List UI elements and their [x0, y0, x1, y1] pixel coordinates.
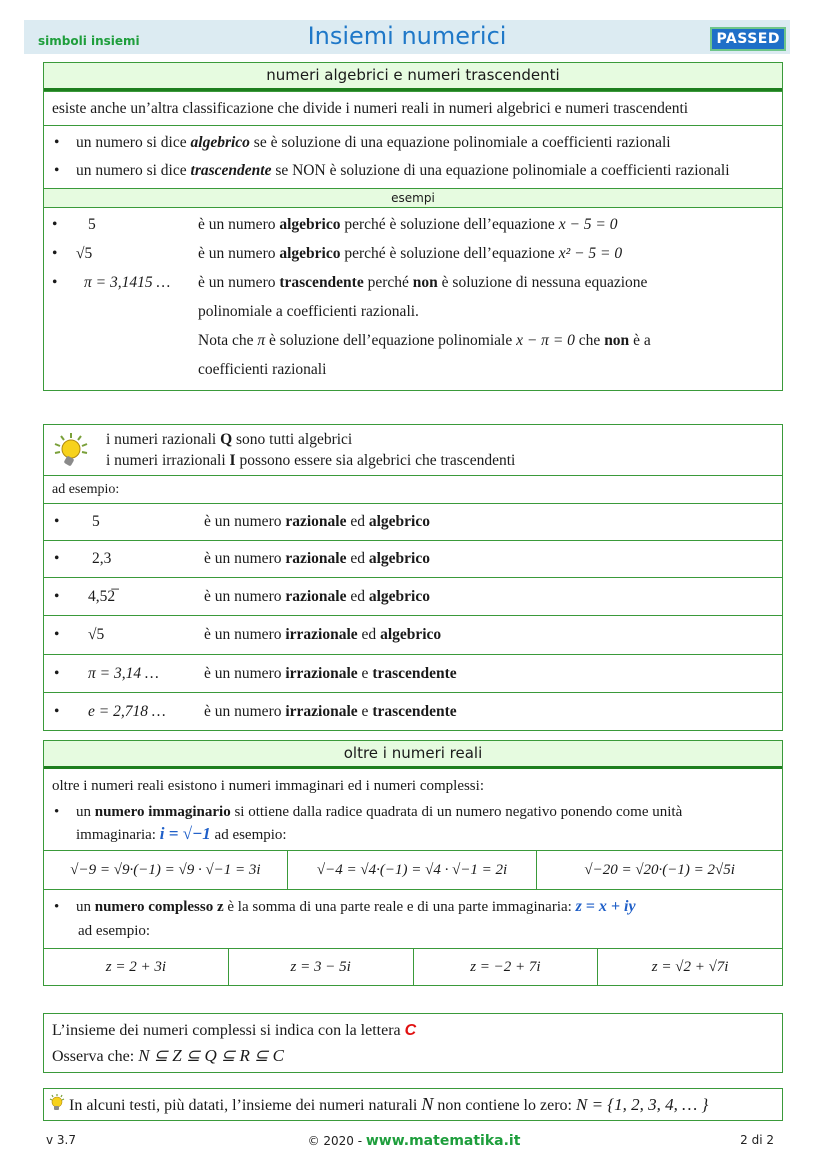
row-number: √5 — [88, 626, 105, 643]
intro-text: esiste anche un’altra classificazione che divide i numeri reali in numeri algebrici e numeri trascendenti — [52, 100, 689, 117]
complex-example: z = −2 + 7i — [413, 949, 598, 985]
row-number: 4,52̅ — [88, 588, 116, 605]
lightbulb-icon — [48, 1091, 66, 1122]
definition-transcendent — [52, 160, 774, 182]
inclusion-chain: N ⊆ Z ⊆ Q ⊆ R ⊆ C — [138, 1046, 284, 1065]
row-number: 5 — [92, 513, 100, 530]
intro-row — [44, 91, 782, 125]
example-desc: è un numero algebrico perché è soluzione dell’equazione x − 5 = 0 — [198, 216, 618, 233]
set-symbol: N — [421, 1094, 434, 1114]
intro-text: oltre i numeri reali esistono i numeri immaginari ed i numeri complessi: — [52, 778, 484, 794]
complex-definition-row — [44, 889, 782, 948]
def-text: un numero si dice — [76, 134, 191, 151]
examples-list — [44, 208, 782, 390]
note-text: non contiene lo zero: — [433, 1097, 576, 1114]
lightbulb-icon — [52, 431, 90, 474]
copyright — [0, 1133, 828, 1149]
row-number: 2,3 — [92, 550, 112, 567]
example-item — [50, 268, 776, 297]
term-trascendente: trascendente — [190, 162, 272, 179]
term-algebrico: algebrico — [190, 134, 250, 151]
row-number: e = 2,718 … — [88, 703, 166, 720]
example-item — [50, 239, 776, 268]
complex-definition: • un numero complesso z è la somma di una parte reale e di una parte immaginaria: z = x + iy — [52, 896, 774, 918]
natural-numbers-note — [43, 1088, 783, 1121]
example-label-row — [44, 475, 782, 503]
example-desc: è un numero algebrico perché è soluzione dell’equazione x² − 5 = 0 — [198, 245, 623, 262]
complex-letter-line: L’insieme dei numeri complessi si indica con la lettera C — [52, 1022, 417, 1039]
classification-row: • e = 2,718 … è un numero irrazionale e trascendente — [44, 692, 782, 730]
classification-row: • 4,52̅ è un numero razionale ed algebrico — [44, 577, 782, 615]
classification-row: • 5 è un numero razionale ed algebrico — [44, 503, 782, 540]
row-number: π = 3,14 … — [88, 665, 159, 682]
definition-algebraic — [52, 132, 774, 154]
complex-formula: z = x + iy — [575, 898, 636, 915]
bullet: • — [52, 245, 58, 262]
pi-continuation: polinomiale a coefficienti razionali. — [198, 303, 419, 320]
copyright-text: © 2020 - — [307, 1134, 366, 1148]
note-row — [44, 425, 782, 475]
example-label: ad esempio: — [78, 923, 151, 939]
imaginary-examples-table — [44, 850, 782, 889]
complex-example: z = 3 − 5i — [228, 949, 413, 985]
example-item — [50, 210, 776, 239]
row-desc: è un numero irrazionale ed algebrico — [204, 626, 442, 643]
bullet: • — [52, 216, 58, 233]
page-number: 2 di 2 — [740, 1133, 774, 1147]
complex-examples-table — [44, 948, 782, 985]
imaginary-intro — [44, 769, 782, 850]
page-title: Insiemi numerici — [307, 22, 507, 50]
example-number: π = 3,1415 … — [84, 274, 171, 291]
example-desc: è un numero trascendente perché non è soluzione di nessuna equazione — [198, 274, 648, 291]
example-label: ad esempio: — [52, 482, 120, 497]
row-desc: è un numero razionale ed algebrico — [204, 588, 430, 605]
note-text — [106, 429, 515, 471]
section-title: numeri algebrici e numeri trascendenti — [44, 63, 782, 91]
note-text: In alcuni testi, più datati, l’insieme dei numeri naturali — [69, 1097, 422, 1114]
imaginary-example: √−20 = √20·(−1) = 2√5i — [536, 851, 782, 889]
complex-example: z = 2 + 3i — [105, 959, 166, 975]
example-number: √5 — [76, 245, 93, 262]
def-text: se NON è soluzione di una equazione polinomiale a coefficienti razionali — [271, 162, 730, 179]
version-label: v 3.7 — [46, 1133, 76, 1147]
note-irrational: i numeri irrazionali I possono essere sia algebrici che trascendenti — [106, 452, 516, 469]
examples-title: esempi — [44, 188, 782, 208]
classification-row: • √5 è un numero irrazionale ed algebrico — [44, 615, 782, 654]
site-link[interactable]: www.matematika.it — [365, 1133, 521, 1149]
complex-set-note — [43, 1013, 783, 1073]
imaginary-unit-formula: i = √−1 — [159, 824, 211, 843]
imaginary-example: √−9 = √9·(−1) = √9 · √−1 = 3i — [70, 862, 261, 878]
pi-note: Nota che π è soluzione dell’equazione polinomiale x − π = 0 che non è a — [198, 332, 651, 349]
section-title: oltre i numeri reali — [44, 741, 782, 769]
bullet: • — [52, 274, 58, 291]
passed-badge: PASSED — [710, 27, 786, 51]
def-text: se è soluzione di una equazione polinomiale a coefficienti razionali — [249, 134, 671, 151]
classification-row: • π = 3,14 … è un numero irrazionale e trascendente — [44, 654, 782, 692]
row-desc: è un numero razionale ed algebrico — [204, 513, 430, 530]
natural-set: N = {1, 2, 3, 4, … } — [575, 1095, 709, 1114]
section-beyond-reals — [43, 740, 783, 986]
imaginary-example: √−4 = √4·(−1) = √4 · √−1 = 2i — [287, 851, 536, 889]
classification-row: • 2,3 è un numero razionale ed algebrico — [44, 540, 782, 577]
section-rational-irrational — [43, 424, 783, 731]
definitions-row — [44, 125, 782, 188]
page-header — [24, 20, 790, 54]
note-rational: i numeri razionali Q sono tutti algebrici — [106, 431, 353, 448]
section-algebraic-transcendental — [43, 62, 783, 391]
letter-c: C — [404, 1022, 417, 1039]
example-number: 5 — [88, 216, 96, 233]
row-desc: è un numero razionale ed algebrico — [204, 550, 430, 567]
pi-note-continuation: coefficienti razionali — [198, 361, 327, 378]
def-text: un numero si dice — [76, 162, 191, 179]
inclusion-chain-line: Osserva che: N ⊆ Z ⊆ Q ⊆ R ⊆ C — [52, 1046, 284, 1065]
complex-example: z = √2 + √7i — [597, 949, 782, 985]
row-desc: è un numero irrazionale e trascendente — [204, 665, 457, 682]
imaginary-definition: • un numero immaginario si ottiene dalla radice quadrata di un numero negativo ponendo come unità immaginaria: i = √−1 ad esempio: — [52, 801, 774, 846]
topic-label: simboli insiemi — [38, 34, 140, 48]
row-desc: è un numero irrazionale e trascendente — [204, 703, 457, 720]
